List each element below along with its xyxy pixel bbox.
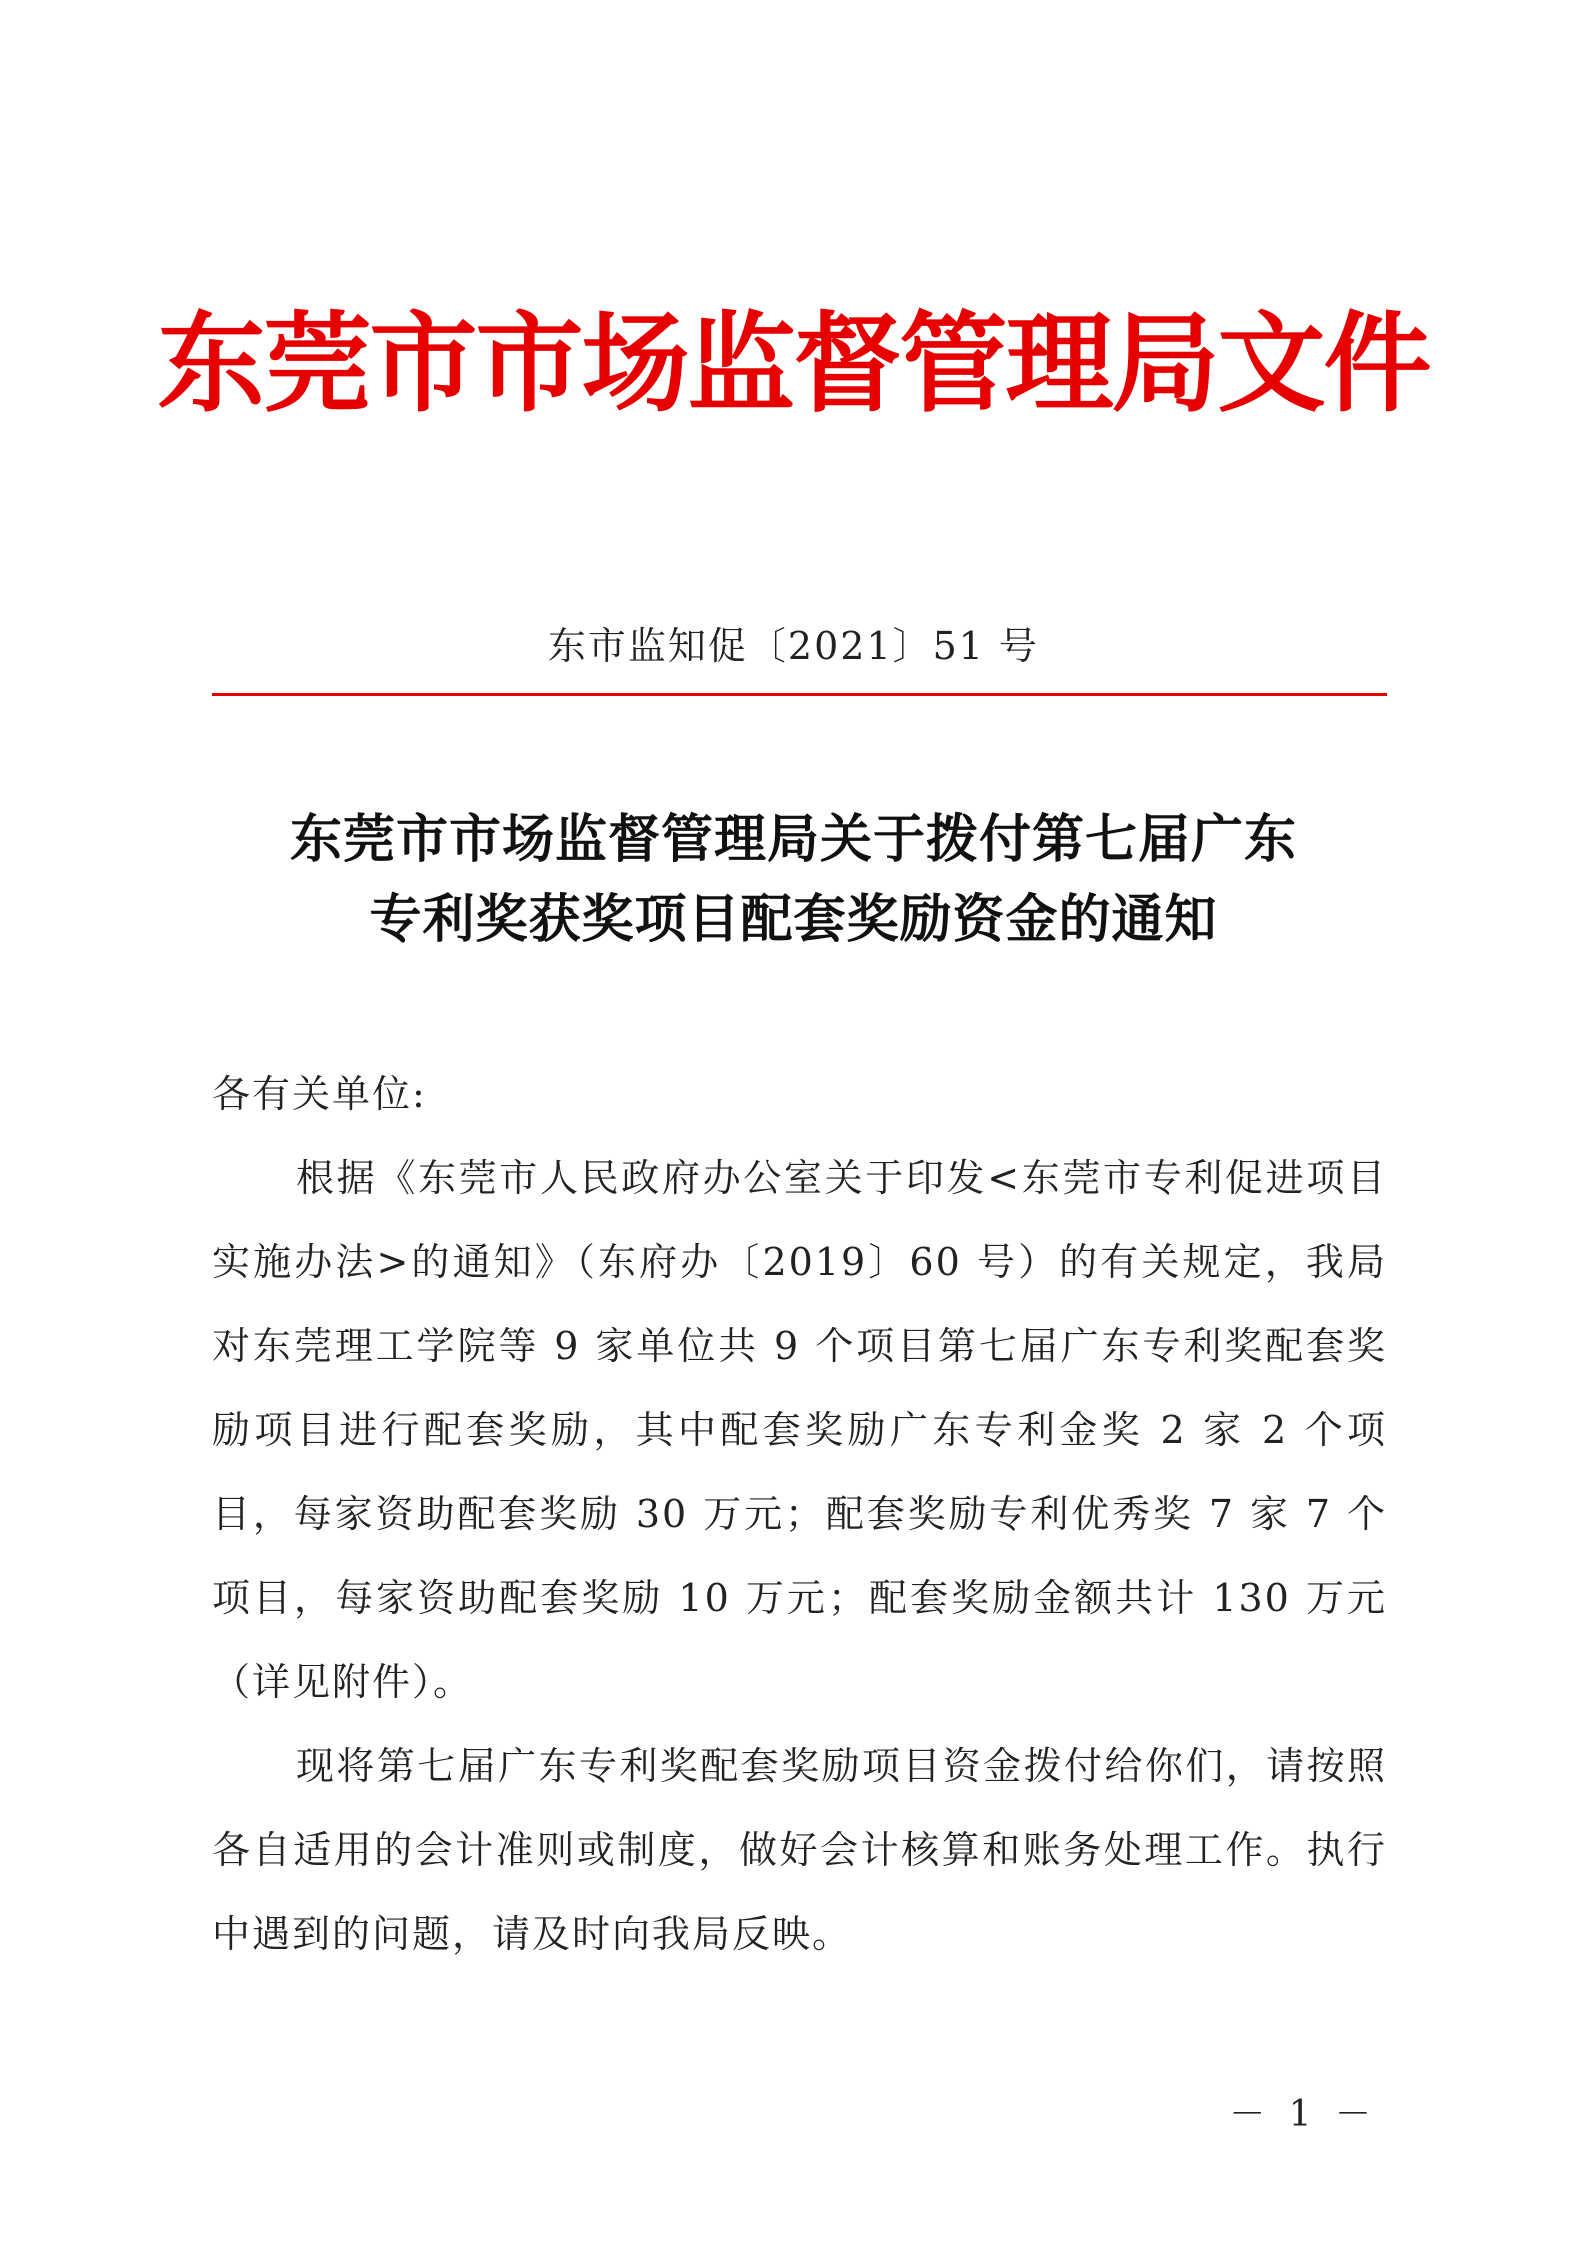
document-masthead: 东莞市市场监督管理局文件 xyxy=(157,302,1430,427)
salutation: 各有关单位: xyxy=(212,1072,427,1116)
page-number: － 1 － xyxy=(1229,2094,1377,2135)
red-divider-line xyxy=(212,693,1387,696)
body-paragraph-1: 根据《东莞市人民政府办公室关于印发<东莞市专利促进项目实施办法>的通知》（东府办〔2019〕60 号）的有关规定，我局对东莞理工学院等 9 家单位共 9 个项目第七届广东专利奖配套奖励项目进行配套奖励，其中配套奖励广东专利金奖 2 家 2 个项目，每家资助配套奖励 30 万元；配套奖励专利优秀奖 7 家 7 个项目，每家资助配套奖励 10 万元；配套奖励金额共计 130 万元（详见附件）。 xyxy=(212,1156,1387,1704)
document-number: 东市监知促〔2021〕51 号 xyxy=(547,624,1040,668)
title-line-1: 东莞市市场监督管理局关于拨付第七届广东 xyxy=(289,810,1297,870)
body-paragraph-2: 现将第七届广东专利奖配套奖励项目资金拨付给你们，请按照各自适用的会计准则或制度，做好会计核算和账务处理工作。执行中遇到的问题，请及时向我局反映。 xyxy=(212,1744,1387,1956)
document-body xyxy=(212,1052,1387,1976)
document-title xyxy=(0,800,1587,960)
title-line-2: 专利奖获奖项目配套奖励资金的通知 xyxy=(369,890,1218,950)
